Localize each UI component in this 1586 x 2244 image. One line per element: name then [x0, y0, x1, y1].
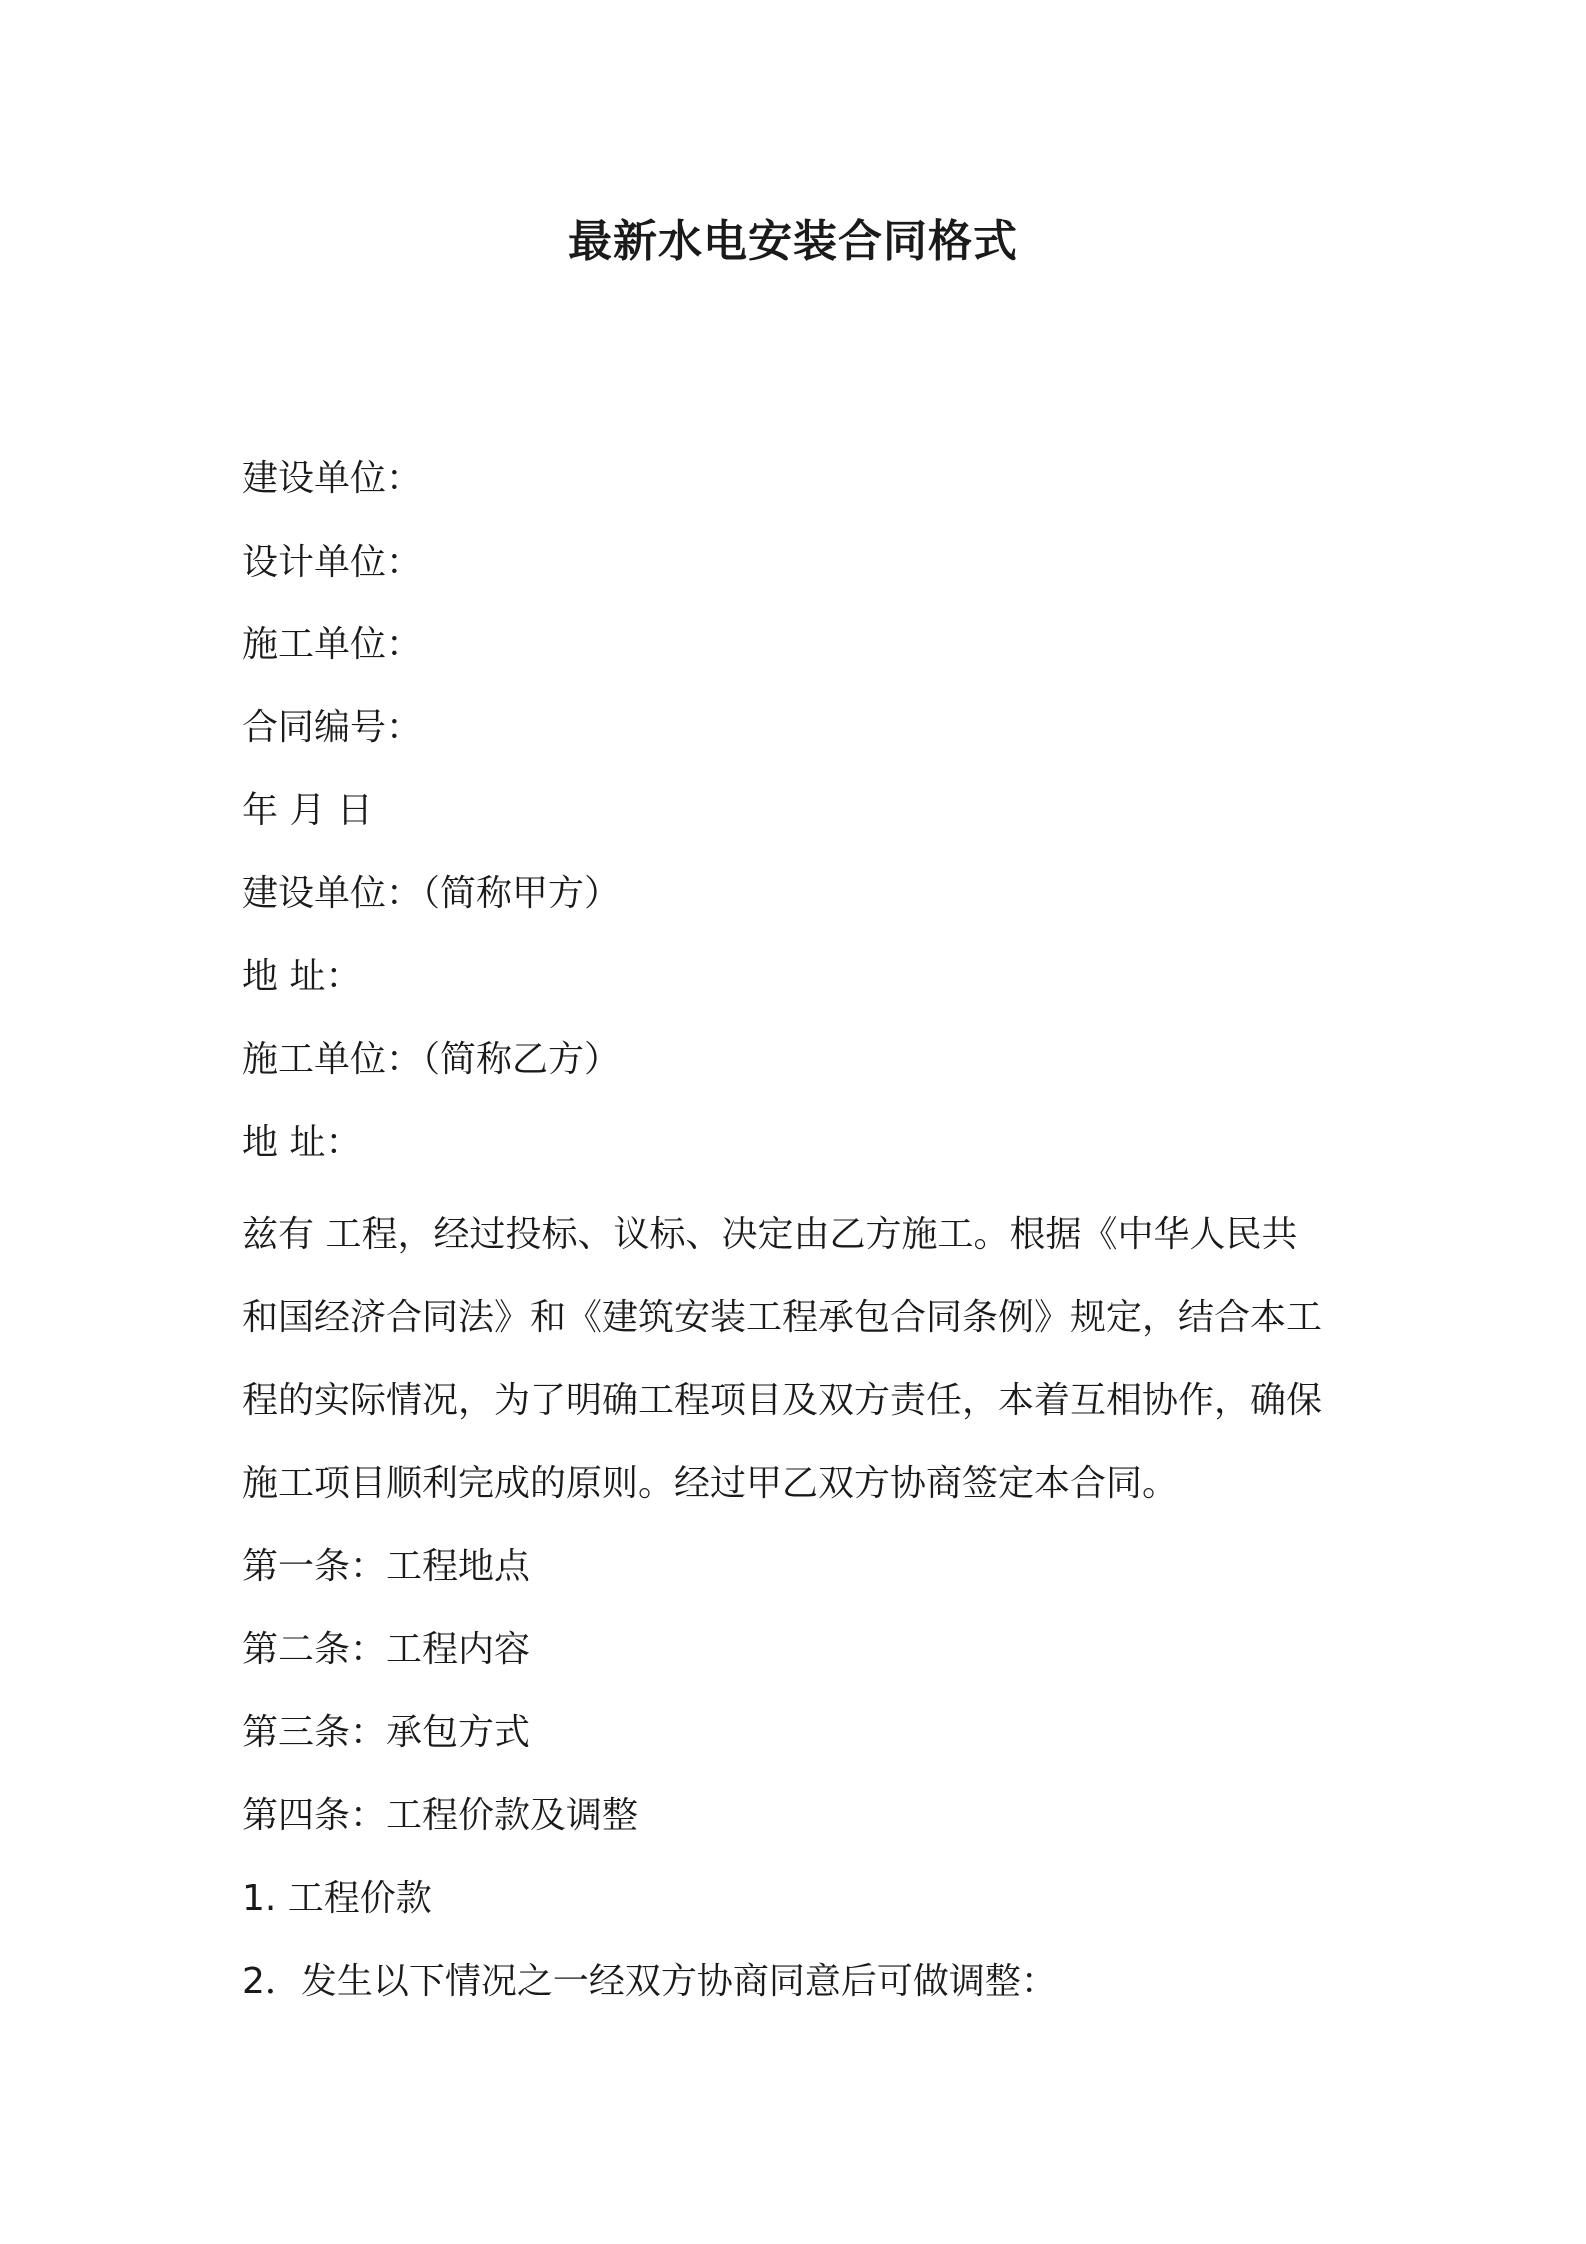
field-contract-number: 合同编号： — [242, 707, 423, 748]
clause-2-content: 第二条：工程内容 — [242, 1629, 531, 1670]
field-party-a-address: 地 址： — [242, 956, 362, 997]
sub-item-1: 1. 工程价款 — [242, 1878, 432, 1919]
field-date: 年 月 日 — [242, 790, 373, 831]
preamble-line: 和国经济合同法》和《建筑安装工程承包合同条例》规定，结合本工 — [242, 1297, 1323, 1338]
field-party-a: 建设单位：（简称甲方） — [242, 873, 621, 914]
preamble-line: 程的实际情况，为了明确工程项目及双方责任，本着互相协作，确保 — [242, 1380, 1323, 1421]
field-party-b-address: 地 址： — [242, 1122, 362, 1163]
preamble-line: 兹有 工程，经过投标、议标、决定由乙方施工。根据《中华人民共 — [242, 1214, 1298, 1255]
field-party-b: 施工单位：（简称乙方） — [242, 1039, 621, 1080]
field-contractor-unit: 施工单位： — [242, 624, 423, 665]
field-design-unit: 设计单位： — [242, 542, 423, 583]
clause-4-price: 第四条：工程价款及调整 — [242, 1795, 639, 1836]
document-title: 最新水电安装合同格式 — [568, 216, 1018, 267]
field-construction-unit: 建设单位： — [242, 458, 423, 499]
clause-3-method: 第三条：承包方式 — [242, 1712, 531, 1753]
clause-1-location: 第一条：工程地点 — [242, 1546, 531, 1587]
preamble-line: 施工项目顺利完成的原则。经过甲乙双方协商签定本合同。 — [242, 1463, 1179, 1504]
sub-item-2: 2．发生以下情况之一经双方协商同意后可做调整： — [242, 1961, 1057, 2002]
